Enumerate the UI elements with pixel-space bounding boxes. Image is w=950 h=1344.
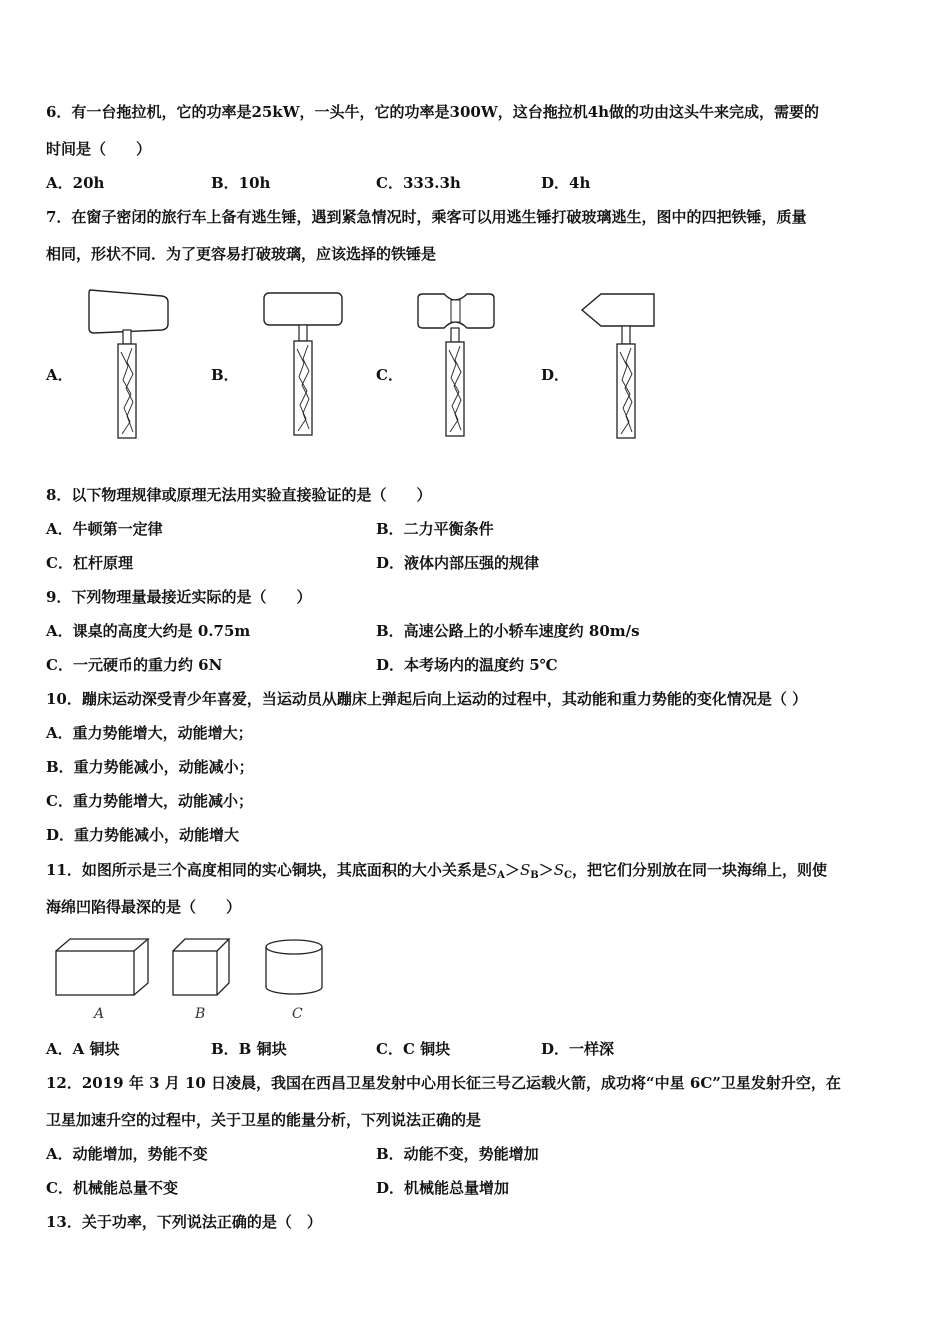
q10-option-b: B．重力势能减小，动能减小； xyxy=(46,758,254,776)
q11-blocks-figure xyxy=(0,935,950,1007)
q11-sub-c: C xyxy=(563,870,572,881)
q10-stem: 10．蹦床运动深受青少年喜爱，当运动员从蹦床上弹起后向上运动的过程中，其动能和重力势能的变化情况是（ ） xyxy=(46,690,808,708)
q8-option-c: C．杠杆原理 xyxy=(46,554,133,572)
q11-option-a: A．A 铜块 xyxy=(46,1040,120,1058)
q7-label-a: A． xyxy=(46,366,73,384)
q8-option-a: A．牛顿第一定律 xyxy=(46,520,163,538)
q7-stem-line2: 相同，形状不同．为了更容易打破玻璃，应该选择的铁锤是 xyxy=(46,245,437,263)
q7-stem-line1: 7．在窗子密闭的旅行车上备有逃生锤，遇到紧急情况时，乘客可以用逃生锤打破玻璃逃生，图中的四把铁锤，质量 xyxy=(46,208,807,226)
block-c-icon xyxy=(266,940,322,994)
q11-stem-part-a: 11．如图所示是三个高度相同的实心铜块，其底面积的大小关系是 xyxy=(46,861,487,879)
q11-stem-line1 xyxy=(46,860,827,886)
q9-option-b: B．高速公路上的小轿车速度约 80m/s xyxy=(376,622,640,640)
q12-option-c: C．机械能总量不变 xyxy=(46,1179,178,1197)
q9-option-c: C．一元硬币的重力约 6N xyxy=(46,656,223,674)
q6-stem-line1: 6．有一台拖拉机，它的功率是25kW，一头牛，它的功率是300W，这台拖拉机4h做的功由这头牛来完成，需要的 xyxy=(46,103,820,121)
q6-option-c: C．333.3h xyxy=(376,174,461,192)
q12-option-a: A．动能增加，势能不变 xyxy=(46,1145,208,1163)
q9-stem: 9．下列物理量最接近实际的是（ ） xyxy=(46,588,312,606)
q11-stem-part-b: ，把它们分别放在同一块海绵上，则使 xyxy=(571,861,827,879)
q11-stem-line2: 海绵凹陷得最深的是（ ） xyxy=(46,898,242,916)
q10-option-d: D．重力势能减小，动能增大 xyxy=(46,826,240,844)
q11-option-d: D．一样深 xyxy=(541,1040,615,1058)
q7-label-b: B． xyxy=(211,366,239,384)
q7-hammers-figure xyxy=(0,280,950,450)
hammer-a-icon xyxy=(89,290,168,438)
q8-option-b: B．二力平衡条件 xyxy=(376,520,494,538)
q11-gt-1: ＞ xyxy=(504,861,520,879)
q12-option-b: B．动能不变，势能增加 xyxy=(376,1145,539,1163)
q10-option-a: A．重力势能增大，动能增大； xyxy=(46,724,253,742)
q12-stem-line2: 卫星加速升空的过程中，关于卫星的能量分析，下列说法正确的是 xyxy=(46,1111,482,1129)
q7-label-d: D． xyxy=(541,366,570,384)
q11-caption-b: B xyxy=(195,1006,206,1022)
q6-option-b: B．10h xyxy=(211,174,271,192)
q11-option-b: B．B 铜块 xyxy=(211,1040,287,1058)
q11-s-a: S xyxy=(486,861,498,879)
q9-option-d: D．本考场内的温度约 5℃ xyxy=(376,656,558,674)
q11-sub-b: B xyxy=(530,870,539,881)
q11-s-c: S xyxy=(553,861,564,879)
hammer-d-icon xyxy=(582,294,654,438)
block-a-icon xyxy=(56,939,148,995)
q6-option-d: D．4h xyxy=(541,174,591,192)
q7-label-c: C． xyxy=(376,366,403,384)
block-b-icon xyxy=(173,939,229,995)
q11-option-c: C．C 铜块 xyxy=(376,1040,451,1058)
q13-stem: 13．关于功率，下列说法正确的是（ ） xyxy=(46,1213,322,1231)
q6-stem-line2: 时间是（ ） xyxy=(46,140,152,158)
q8-stem: 8．以下物理规律或原理无法用实验直接验证的是（ ） xyxy=(46,486,432,504)
q11-caption-a: A xyxy=(94,1006,105,1022)
q6-option-a: A．20h xyxy=(46,174,105,192)
q11-gt-2: ＞ xyxy=(538,861,554,879)
q9-option-a: A．课桌的高度大约是 0.75m xyxy=(46,622,251,640)
q11-sub-a: A xyxy=(497,870,505,881)
q12-option-d: D．机械能总量增加 xyxy=(376,1179,510,1197)
q11-s-b: S xyxy=(519,861,531,879)
q8-option-d: D．液体内部压强的规律 xyxy=(376,554,540,572)
q10-option-c: C．重力势能增大，动能减小； xyxy=(46,792,253,810)
q11-caption-c: C xyxy=(292,1006,303,1022)
hammer-b-icon xyxy=(264,293,342,435)
hammer-c-icon xyxy=(418,294,494,436)
q12-stem-line1: 12．2019 年 3 月 10 日凌晨，我国在西昌卫星发射中心用长征三号乙运载火箭，成功将“中星 6C”卫星发射升空，在 xyxy=(46,1074,841,1092)
